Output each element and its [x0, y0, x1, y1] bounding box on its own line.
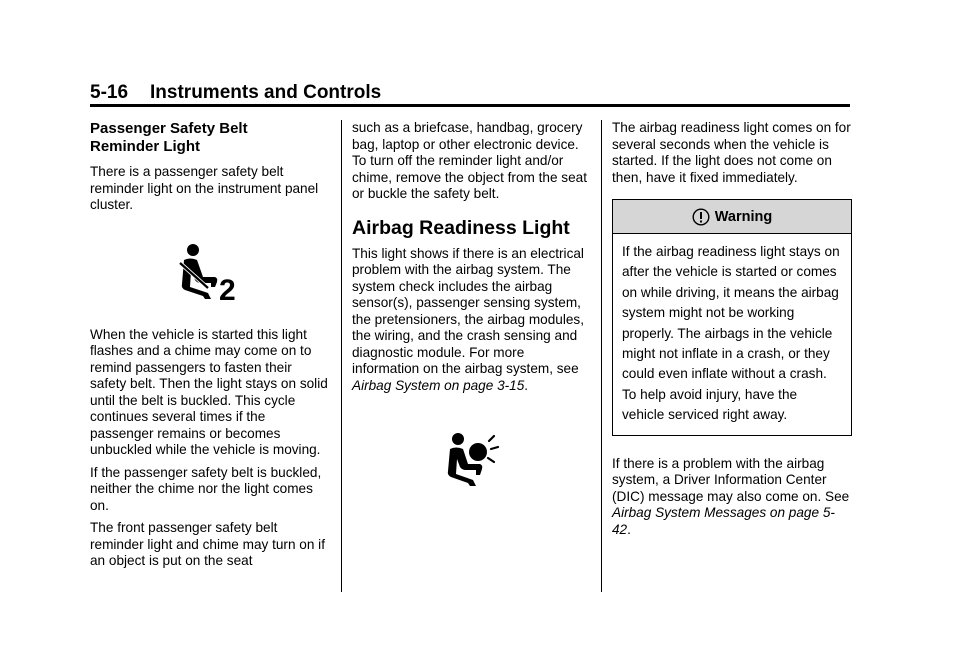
- seatbelt-icon-digit: 2: [219, 273, 236, 303]
- airbag-icon-graphic: [442, 431, 502, 487]
- heading-airbag-readiness: Airbag Readiness Light: [352, 216, 570, 239]
- paragraph-airbag-startup: The airbag readiness light comes on for several seconds when the vehicle is started. If the light does not come on then, have it fixed immediately.: [612, 120, 851, 185]
- column-divider-1: [341, 120, 342, 592]
- warning-symbol-icon: [692, 208, 710, 226]
- header-rule: [90, 104, 850, 107]
- warning-title: Warning: [714, 208, 773, 225]
- page-header: [90, 82, 850, 104]
- column-1: [90, 120, 330, 570]
- heading-line-2: Reminder Light: [90, 138, 201, 155]
- paragraph-object-continued: such as a briefcase, handbag, grocery bag, laptop or other electronic device. To turn off the reminder light and/or chime, remove the object from the seat or buckle the safety belt.: [352, 120, 587, 201]
- airbag-messages-reference-link[interactable]: Airbag System Messages on page 5-42: [612, 505, 835, 537]
- passenger-seatbelt-reminder-icon: [90, 243, 330, 303]
- paragraph-belt-operation: When the vehicle is started this light flashes and a chime may come on to remind passengers to fasten their safety belt. Then the light stays on solid until the belt is buckled. This cycle continues several times if the passenger remains or becomes unbuckled while the vehicle is moving.: [90, 326, 328, 457]
- dic-text: If there is a problem with the airbag system, a Driver Information Center (DIC) message may also come on. See: [612, 455, 850, 504]
- warning-header: [613, 200, 851, 234]
- airbag-system-reference-link[interactable]: Airbag System on page 3-15: [352, 377, 525, 393]
- paragraph-belt-buckled: If the passenger safety belt is buckled, neither the chime nor the light comes on.: [90, 464, 322, 513]
- heading-line-1: Passenger Safety Belt: [90, 120, 248, 137]
- airbag-text-end: .: [524, 377, 529, 393]
- airbag-text: This light shows if there is an electrical problem with the airbag system. The system check includes the airbag sensor(s), passenger sensing system, the pretensioners, the airbag modules, the wiring, and the crash sensing and diagnostic module. For more information on the airbag system, see: [352, 245, 584, 376]
- section-title: Instruments and Controls: [150, 82, 382, 103]
- airbag-readiness-icon: [352, 431, 592, 487]
- paragraph-airbag-readiness: [352, 246, 592, 395]
- paragraph-belt-intro: There is a passenger safety belt reminder light on the instrument panel cluster.: [90, 164, 319, 212]
- warning-box: [612, 199, 852, 436]
- heading-passenger-safety-belt: [90, 120, 330, 156]
- column-3: [612, 120, 852, 538]
- dic-text-end: .: [627, 521, 631, 537]
- seatbelt-icon-graphic: [175, 243, 245, 303]
- paragraph-belt-object: The front passenger safety belt reminder light and chime may turn on if an object is put on the seat: [90, 520, 325, 568]
- column-2: [352, 120, 592, 487]
- page-number: 5-16: [90, 82, 129, 103]
- column-divider-2: [601, 120, 602, 592]
- header-text: [90, 82, 381, 104]
- warning-text: If the airbag readiness light stays on after the vehicle is started or comes on while driving, it means the airbag system might not be working properly. The airbags in the vehicle might not inflate in a crash, or they could even inflate without a crash. To help avoid injury, have the vehicle serviced right away.: [622, 244, 840, 423]
- paragraph-dic-message: [612, 456, 852, 539]
